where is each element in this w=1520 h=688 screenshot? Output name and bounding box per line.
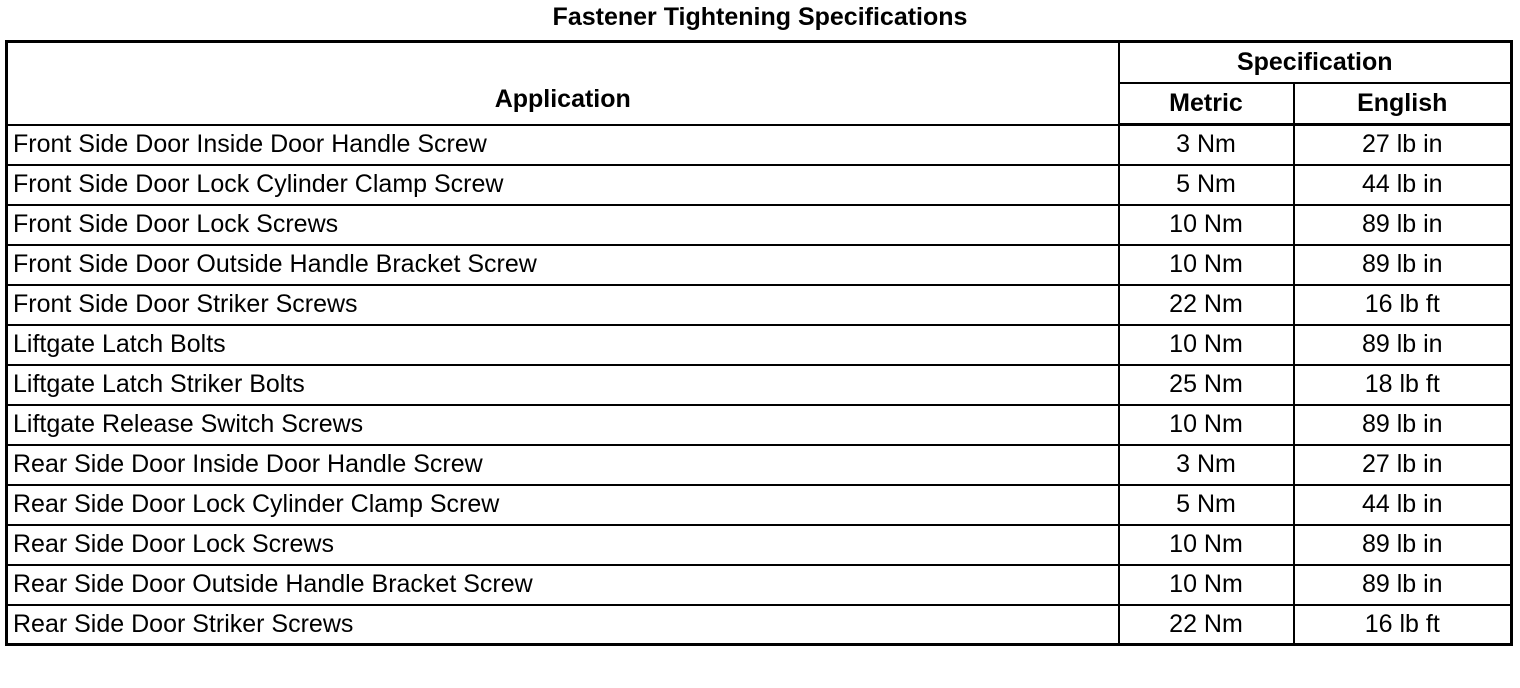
table-row [7,405,1512,445]
metric-value-cell: 10 Nm [1119,405,1294,445]
col-header-metric: Metric [1119,83,1294,125]
metric-value-cell: 25 Nm [1119,365,1294,405]
application-cell: Liftgate Latch Striker Bolts [7,365,1119,405]
application-cell: Rear Side Door Outside Handle Bracket Screw [7,565,1119,605]
table-row [7,205,1512,245]
table-row [7,285,1512,325]
table-row [7,365,1512,405]
table-row [7,445,1512,485]
application-cell: Rear Side Door Striker Screws [7,605,1119,645]
english-value-cell: 89 lb in [1294,205,1512,245]
page-title: Fastener Tightening Specifications [552,3,968,31]
application-cell: Front Side Door Lock Cylinder Clamp Screw [7,165,1119,205]
english-value-cell: 89 lb in [1294,525,1512,565]
application-cell: Liftgate Latch Bolts [7,325,1119,365]
metric-value-cell: 3 Nm [1119,445,1294,485]
application-cell: Front Side Door Lock Screws [7,205,1119,245]
header-row-specification [7,42,1512,83]
spec-table-body [7,125,1512,645]
english-value-cell: 89 lb in [1294,245,1512,285]
english-value-cell: 16 lb ft [1294,285,1512,325]
metric-value-cell: 5 Nm [1119,165,1294,205]
table-row [7,565,1512,605]
metric-value-cell: 10 Nm [1119,525,1294,565]
table-row [7,245,1512,285]
application-cell: Front Side Door Inside Door Handle Screw [7,125,1119,165]
metric-value-cell: 10 Nm [1119,245,1294,285]
metric-value-cell: 3 Nm [1119,125,1294,165]
english-value-cell: 89 lb in [1294,565,1512,605]
english-value-cell: 18 lb ft [1294,365,1512,405]
application-cell: Front Side Door Striker Screws [7,285,1119,325]
table-header [7,42,1512,125]
col-header-english: English [1294,83,1512,125]
metric-value-cell: 10 Nm [1119,205,1294,245]
application-cell: Rear Side Door Lock Screws [7,525,1119,565]
table-row [7,605,1512,645]
metric-value-cell: 22 Nm [1119,605,1294,645]
application-cell: Rear Side Door Lock Cylinder Clamp Screw [7,485,1119,525]
english-value-cell: 89 lb in [1294,405,1512,445]
metric-value-cell: 5 Nm [1119,485,1294,525]
application-cell: Liftgate Release Switch Screws [7,405,1119,445]
metric-value-cell: 22 Nm [1119,285,1294,325]
english-value-cell: 44 lb in [1294,165,1512,205]
fastener-spec-table [5,40,1513,646]
english-value-cell: 16 lb ft [1294,605,1512,645]
table-row [7,525,1512,565]
table-row [7,485,1512,525]
english-value-cell: 27 lb in [1294,125,1512,165]
english-value-cell: 44 lb in [1294,485,1512,525]
table-row [7,325,1512,365]
application-cell: Rear Side Door Inside Door Handle Screw [7,445,1119,485]
application-cell: Front Side Door Outside Handle Bracket Screw [7,245,1119,285]
english-value-cell: 27 lb in [1294,445,1512,485]
english-value-cell: 89 lb in [1294,325,1512,365]
table-row [7,125,1512,165]
col-header-specification: Specification [1119,42,1512,83]
table-row [7,165,1512,205]
metric-value-cell: 10 Nm [1119,565,1294,605]
metric-value-cell: 10 Nm [1119,325,1294,365]
col-header-application: Application [7,42,1119,125]
